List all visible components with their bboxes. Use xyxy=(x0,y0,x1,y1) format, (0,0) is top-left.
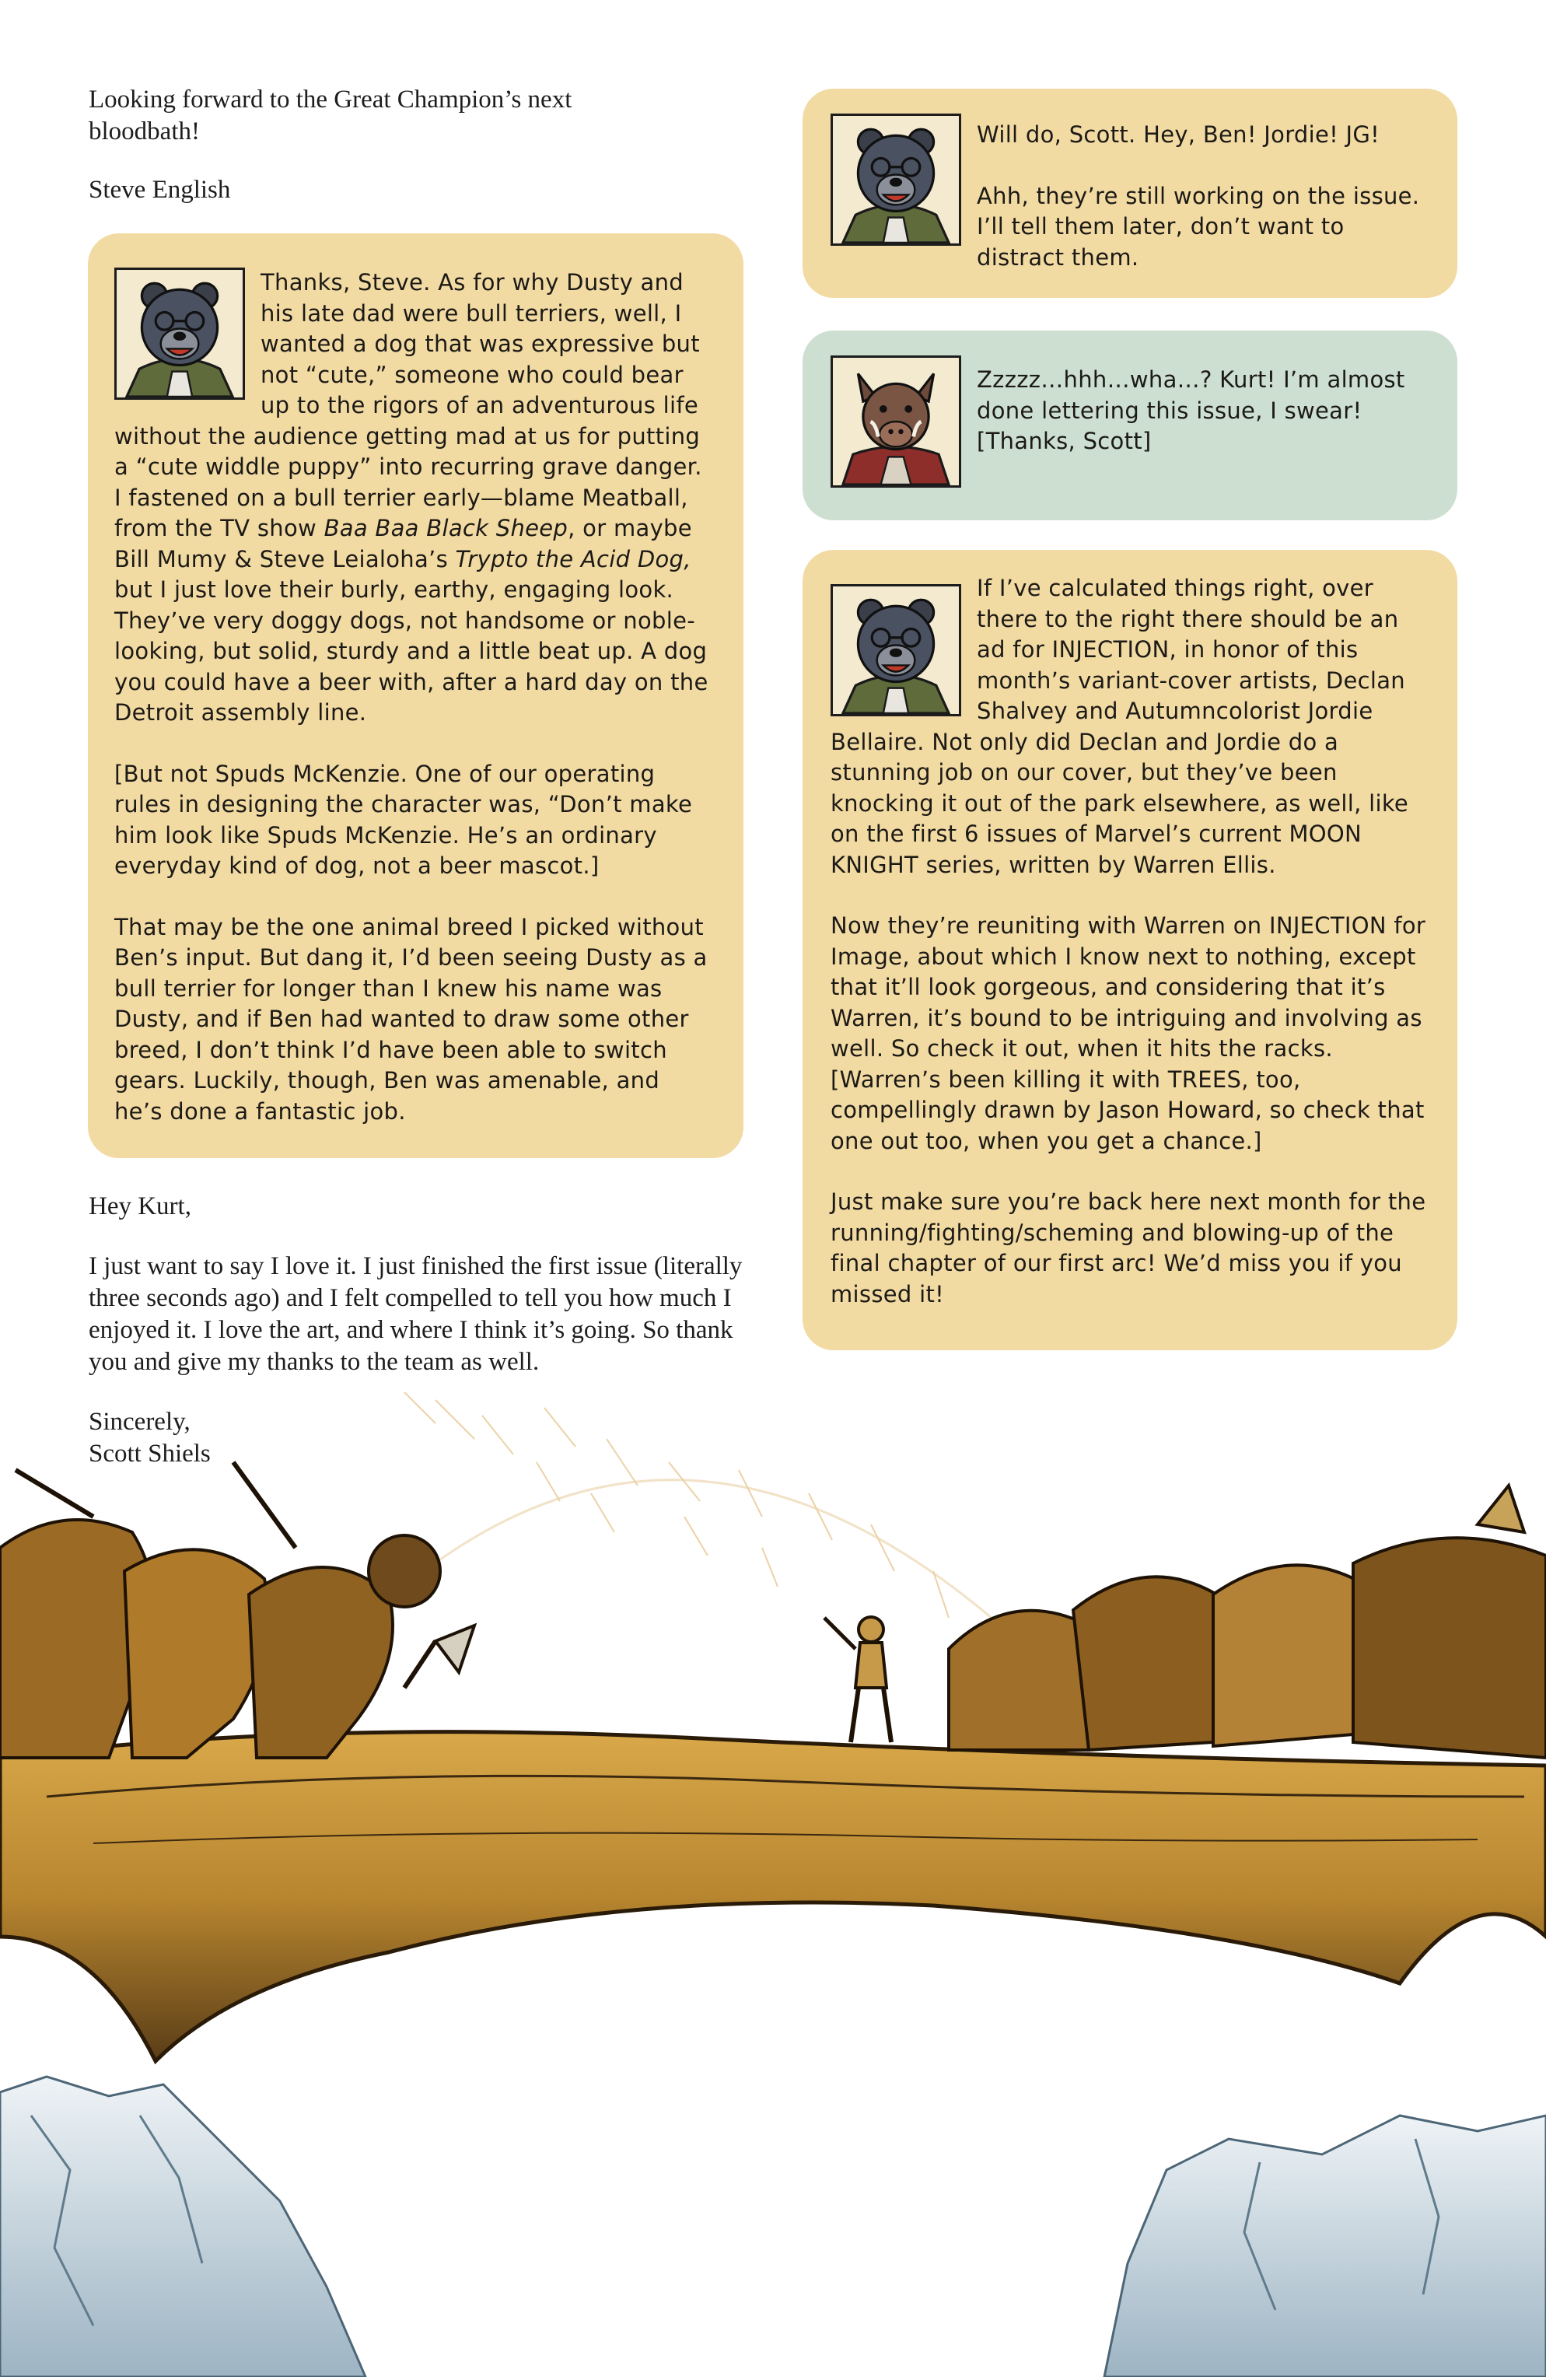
letter-closing-line: Looking forward to the Great Champion’s next bloodbath! xyxy=(89,86,572,145)
left-warriors xyxy=(0,1462,474,1758)
comic-title: Trypto the Acid Dog, xyxy=(455,545,691,572)
jg-line-1: Zzzzz…hhh…wha…? Kurt! I’m almost done lettering this issue, I swear! xyxy=(977,366,1405,424)
bear-avatar-icon xyxy=(831,584,961,716)
response-text-c: but I just love their burly, earthy, engaging look. They’ve very doggy dogs, not handsome or noble-looking, but solid, sturdy and a little beat up. A dog you could have a beer with, after a hard day on the Detroit assembly line. xyxy=(114,576,708,726)
response-text-b: , or maybe Bill Mumy & Steve Leialoha’s xyxy=(114,515,692,572)
letter-signature: Scott Shiels xyxy=(89,1440,211,1468)
response-paragraph-2: Now they’re reuniting with Warren on INJECTION for Image, about which I know next to nothing, except that it’ll look gorgeous, and considering that it’s Warren, it’s bound to be intriguing and involving as well. So check it out, when it hits the racks. [Warren’s been killing it with TREES, too, compellingly drawn by Jason Howard, so check that one out too, when you get a chance.] xyxy=(831,912,1426,1154)
letter-signature: Steve English xyxy=(89,176,231,204)
response-text-a: Thanks, Steve. As for why Dusty and his late dad were bull terriers, well, I wanted a dog that was expressive but not “cute,” someone who could bear up to the rigors of an adventurous life without the audience getting mad at us for putting a “cute widdle puppy” into recurring grave danger. I fastened on a bull terrier early—blame Meatball, from the TV show xyxy=(114,269,702,541)
warthog-avatar-icon xyxy=(831,355,961,488)
response-bubble-kurt-2 xyxy=(803,89,1457,298)
response-bubble-kurt-3 xyxy=(803,550,1457,1350)
spray-lines xyxy=(404,1392,995,1672)
letter-steve-english xyxy=(89,84,680,234)
response-paragraph-1: If I’ve calculated things right, over there to the right there should be an ad for INJECTION, in honor of this month’s variant-cover artists, Declan Shalvey and Autumncolorist Jordie Bellaire. Not only did Declan and Jordie do a stunning job on our cover, but they’ve been knocking it out of the park elsewhere, as well, like on the first 6 issues of Marvel’s current MOON KNIGHT series, written by Warren Ellis. xyxy=(831,575,1409,878)
response-paragraph-1: Will do, Scott. Hey, Ben! Jordie! JG! xyxy=(977,121,1380,148)
letter-greeting: Hey Kurt, xyxy=(89,1192,191,1220)
response-paragraph-2: [But not Spuds McKenzie. One of our operating rules in designing the character was, “Don’t make him look like Spuds McKenzie. He’s an ordinary everyday kind of dog, not a beer mascot.] xyxy=(114,760,693,879)
bear-avatar-icon xyxy=(831,114,961,246)
response-paragraph-2: Ahh, they’re still working on the issue. I’ll tell them later, don’t want to distract them. xyxy=(977,182,1420,271)
right-horde xyxy=(949,1486,1546,1758)
bridge-battle-illustration xyxy=(0,1392,1546,2377)
letter-sincerely: Sincerely, xyxy=(89,1408,191,1436)
hero-figure xyxy=(824,1617,891,1742)
letter-body: I just want to say I love it. I just finished the first issue (literally three seconds ago) and I felt compelled to tell you how much I enjoyed it. I love the art, and where I think it’s going. So thank you and give my thanks to the team as well. xyxy=(89,1252,743,1376)
response-bubble-kurt-1 xyxy=(88,233,743,1158)
bear-avatar-icon xyxy=(114,268,245,400)
response-bubble-jg xyxy=(803,331,1457,520)
show-title: Baa Baa Black Sheep xyxy=(324,515,568,541)
response-paragraph-3: That may be the one animal breed I picked without Ben’s input. But dang it, I’d been seeing Dusty as a bull terrier for longer than I knew his name was Dusty, and if Ben had wanted to draw some other breed, I don’t think I’d have been able to switch gears. Luckily, though, Ben was amenable, and he’s done a fantastic job. xyxy=(114,913,708,1125)
jg-line-2: [Thanks, Scott] xyxy=(977,428,1152,454)
response-paragraph-3: Just make sure you’re back here next month for the running/fighting/scheming and blowing-up of the final chapter of our first arc! We’d miss you if you missed it! xyxy=(831,1188,1426,1307)
